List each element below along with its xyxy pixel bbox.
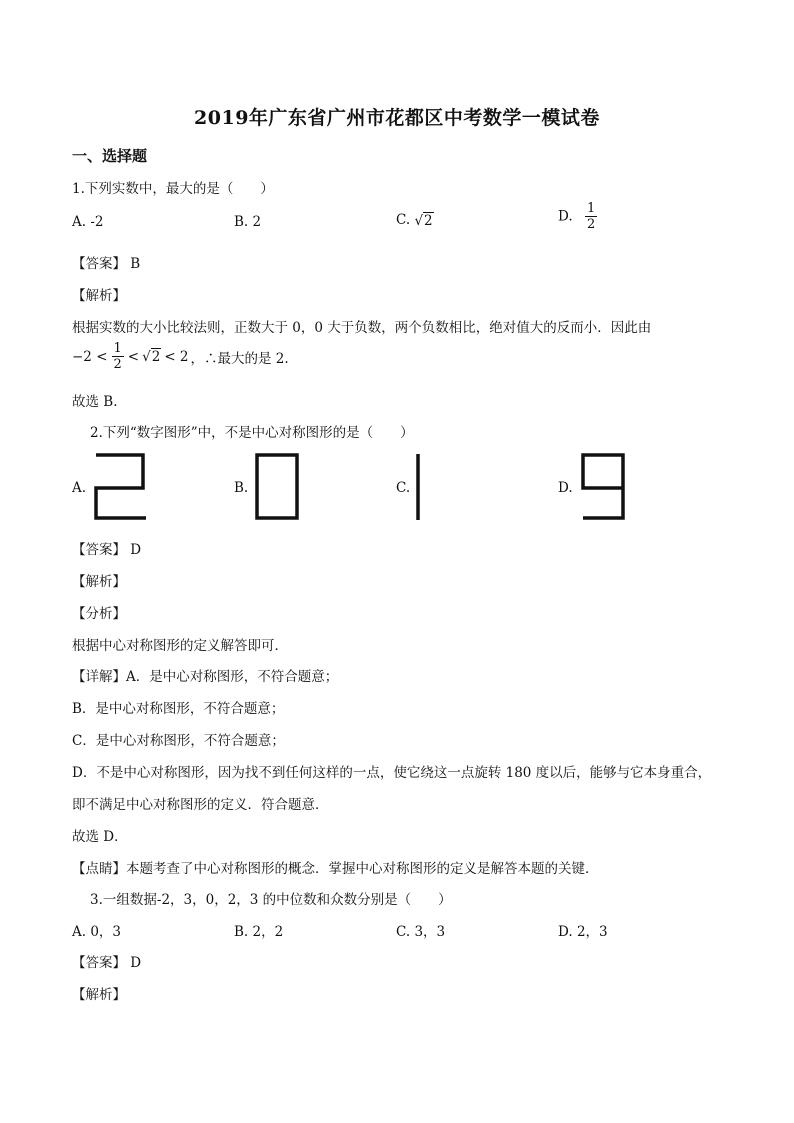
ineq-right: < 2 — [164, 348, 189, 365]
q1-conclusion: 故选 B. — [72, 394, 118, 410]
q3-analysis-tag: 【解析】 — [72, 987, 126, 1003]
option-label: C. — [396, 212, 411, 228]
option-value: 2，3 — [576, 924, 608, 940]
option-value: -2 — [90, 214, 104, 230]
option-value: 2 — [252, 214, 262, 230]
q2-detail-line-d-cont: 即不满足中心对称图形的定义．符合题意． — [72, 797, 329, 813]
digit-9-figure — [580, 452, 630, 522]
q2-comment — [72, 857, 599, 877]
page-title: 2019年广东省广州市花都区中考数学一模试卷 — [194, 107, 600, 129]
q2-option-c-label: C. — [396, 480, 411, 496]
q1-option-d — [558, 202, 597, 231]
option-label: C. — [396, 924, 411, 940]
sqrt-expression: √2 — [414, 212, 433, 229]
q1-answer — [72, 252, 140, 272]
q2-option-d-label: D. — [558, 480, 573, 496]
option-label: B. — [234, 214, 249, 230]
digit-0-figure — [254, 452, 302, 522]
q1-analysis-tag: 【解析】 — [72, 288, 126, 304]
option-value: 0，3 — [90, 924, 122, 940]
option-label: B. — [234, 924, 249, 940]
q3-option-b — [234, 920, 283, 940]
answer-value: D — [130, 955, 142, 971]
comment-text: 本题考查了中心对称图形的概念．掌握中心对称图形的定义是解答本题的关键． — [126, 861, 599, 877]
ineq-conclusion: ，∴最大的是 2. — [190, 350, 289, 367]
q3-option-c — [396, 920, 445, 940]
detail-tag: 【详解】 — [72, 669, 126, 685]
option-label: D. — [558, 924, 573, 940]
q2-fenxi-text: 根据中心对称图形的定义解答即可． — [72, 638, 288, 654]
option-label: D. — [558, 208, 573, 225]
fraction — [112, 342, 124, 371]
q3-option-d — [558, 920, 608, 940]
fraction-denominator: 2 — [586, 217, 596, 232]
q2-conclusion: 故选 D． — [72, 829, 128, 845]
answer-value: D — [130, 542, 142, 558]
sqrt-expression: √2 — [142, 348, 161, 365]
q1-inequality — [72, 342, 289, 371]
digit-2-figure — [92, 452, 152, 522]
section-heading: 一、选择题 — [72, 147, 148, 165]
radicand: 2 — [424, 212, 433, 229]
ineq-left: −2 < — [72, 348, 108, 365]
q2-analysis-tag: 【解析】 — [72, 574, 126, 590]
q2-detail-line-b: B．是中心对称图形，不符合题意； — [72, 701, 285, 717]
radicand: 2 — [151, 348, 161, 365]
fraction-denominator: 2 — [113, 357, 122, 372]
q2-fenxi-tag: 【分析】 — [72, 606, 126, 622]
option-label: A. — [72, 924, 87, 940]
option-value: 3，3 — [414, 924, 446, 940]
q2-detail — [72, 665, 338, 685]
comment-tag: 【点睛】 — [72, 861, 126, 877]
detail-line: A．是中心对称图形，不符合题意； — [126, 669, 339, 685]
q1-stem: 1.下列实数中，最大的是（ ） — [72, 181, 274, 197]
answer-value: B — [130, 256, 141, 272]
q3-stem: 3.一组数据-2，3，0，2，3 的中位数和众数分别是（ ） — [90, 892, 452, 908]
answer-tag: 【答案】 — [72, 955, 126, 971]
q2-stem: 2.下列“数字图形”中，不是中心对称图形的是（ ） — [90, 425, 414, 441]
q3-answer — [72, 951, 141, 971]
answer-tag: 【答案】 — [72, 256, 126, 272]
q3-option-a — [72, 920, 121, 940]
q1-option-c — [396, 212, 434, 229]
fraction-numerator: 1 — [586, 201, 596, 216]
option-label: A. — [72, 214, 87, 230]
q1-analysis-text: 根据实数的大小比较法则，正数大于 0，0 大于负数，两个负数相比，绝对值大的反而小．因此由 — [72, 320, 652, 336]
answer-tag: 【答案】 — [72, 542, 126, 558]
digit-1-figure — [412, 452, 424, 522]
ineq-lt: < — [127, 348, 140, 365]
q2-answer — [72, 538, 141, 558]
q1-option-b — [234, 214, 261, 230]
q2-option-b-label: B. — [234, 480, 249, 496]
q2-detail-line-c: C．是中心对称图形，不符合题意； — [72, 733, 285, 749]
q2-detail-line-d: D．不是中心对称图形，因为找不到任何这样的一点，使它绕这一点旋转 180 度以后，能够与它本身重合， — [72, 765, 712, 781]
fraction — [585, 202, 597, 231]
q1-option-a — [72, 214, 104, 230]
option-value: 2，2 — [252, 924, 284, 940]
q2-option-a-label: A. — [72, 480, 87, 496]
fraction-numerator: 1 — [113, 341, 122, 356]
